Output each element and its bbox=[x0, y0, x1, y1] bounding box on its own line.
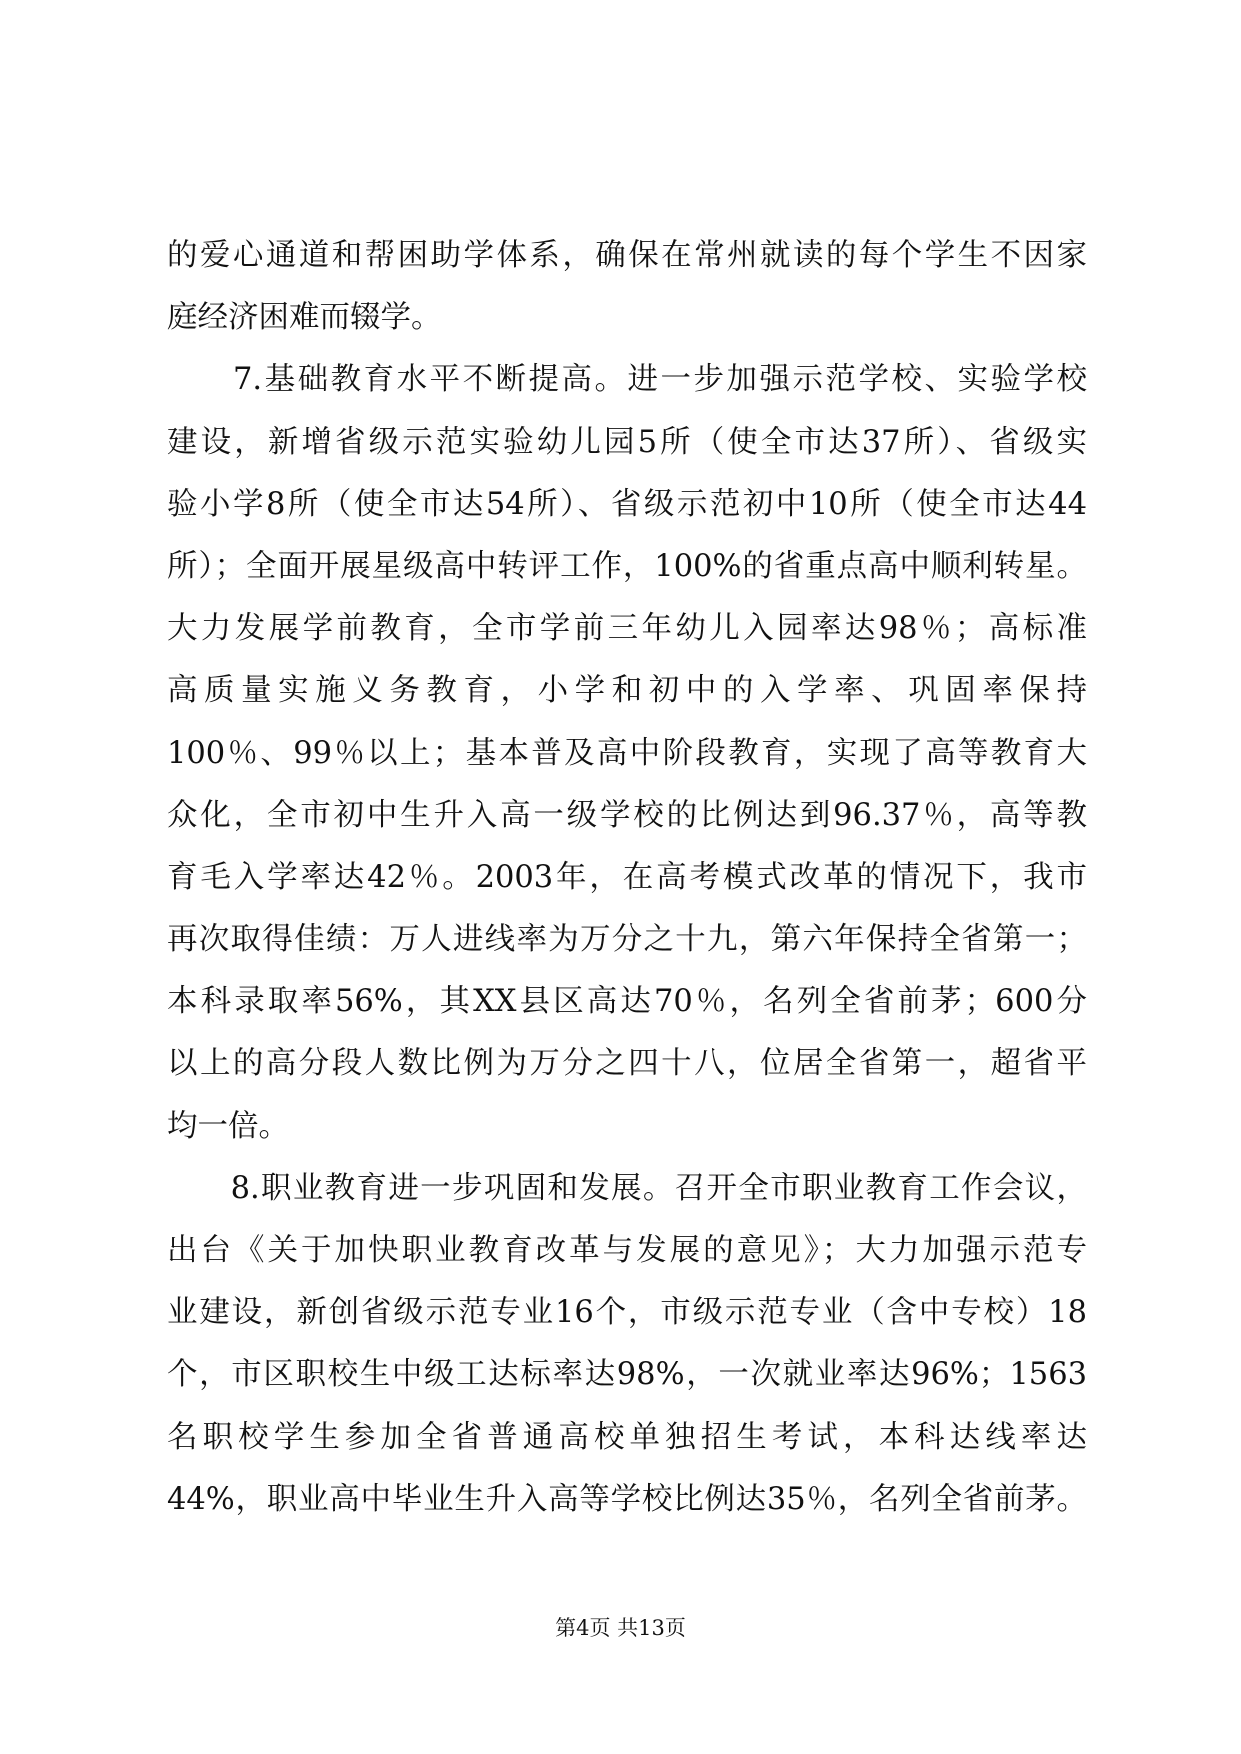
text-line: 育毛入学率达42％。2003年，在高考模式改革的情况下，我市 bbox=[167, 859, 1087, 895]
text-line: 出台《关于加快职业教育改革与发展的意见》；大力加强示范专 bbox=[167, 1233, 1087, 1268]
text-line: 44%，职业高中毕业生升入高等学校比例达35％，名列全省前茅。 bbox=[167, 1481, 1087, 1517]
text-line: 均一倍。 bbox=[167, 1108, 289, 1144]
text-line: 名职校学生参加全省普通高校单独招生考试，本科达线率达 bbox=[167, 1419, 1087, 1455]
text-line: 个，市区职校生中级工达标率达98%，一次就业率达96%；1563 bbox=[167, 1357, 1087, 1393]
text-line: 100％、99％以上；基本普及高中阶段教育，实现了高等教育大 bbox=[167, 735, 1087, 771]
text-line: 本科录取率56%，其XX县区高达70％，名列全省前茅；600分 bbox=[167, 984, 1087, 1020]
text-line: 业建设，新创省级示范专业16个，市级示范专业（含中专校）18 bbox=[167, 1295, 1087, 1331]
text-line: 庭经济困难而辍学。 bbox=[167, 300, 442, 336]
text-line: 验小学8所（使全市达54所）、省级示范初中10所（使全市达44 bbox=[167, 486, 1087, 522]
text-line: 建设，新增省级示范实验幼儿园5所（使全市达37所）、省级实 bbox=[167, 424, 1087, 460]
text-line: 大力发展学前教育，全市学前三年幼儿入园率达98％；高标准 bbox=[167, 611, 1087, 647]
text-line: 高质量实施义务教育，小学和初中的入学率、巩固率保持 bbox=[167, 673, 1087, 709]
text-line: 以上的高分段人数比例为万分之四十八，位居全省第一，超省平 bbox=[167, 1046, 1087, 1082]
text-line: 再次取得佳绩：万人进线率为万分之十九，第六年保持全省第一； bbox=[167, 922, 1087, 958]
text-line: 8.职业教育进一步巩固和发展。召开全市职业教育工作会议， bbox=[167, 1170, 1087, 1206]
page-footer bbox=[0, 1614, 1241, 1642]
body-text bbox=[167, 225, 1087, 1531]
text-line: 的爱心通道和帮困助学体系，确保在常州就读的每个学生不因家 bbox=[167, 238, 1087, 273]
text-line: 所）；全面开展星级高中转评工作，100%的省重点高中顺利转星。 bbox=[167, 548, 1087, 584]
text-line: 7.基础教育水平不断提高。进一步加强示范学校、实验学校 bbox=[167, 362, 1087, 398]
text-line: 众化，全市初中生升入高一级学校的比例达到96.37％，高等教 bbox=[167, 797, 1087, 833]
page-number-label: 第4页 共13页 bbox=[555, 1616, 686, 1640]
